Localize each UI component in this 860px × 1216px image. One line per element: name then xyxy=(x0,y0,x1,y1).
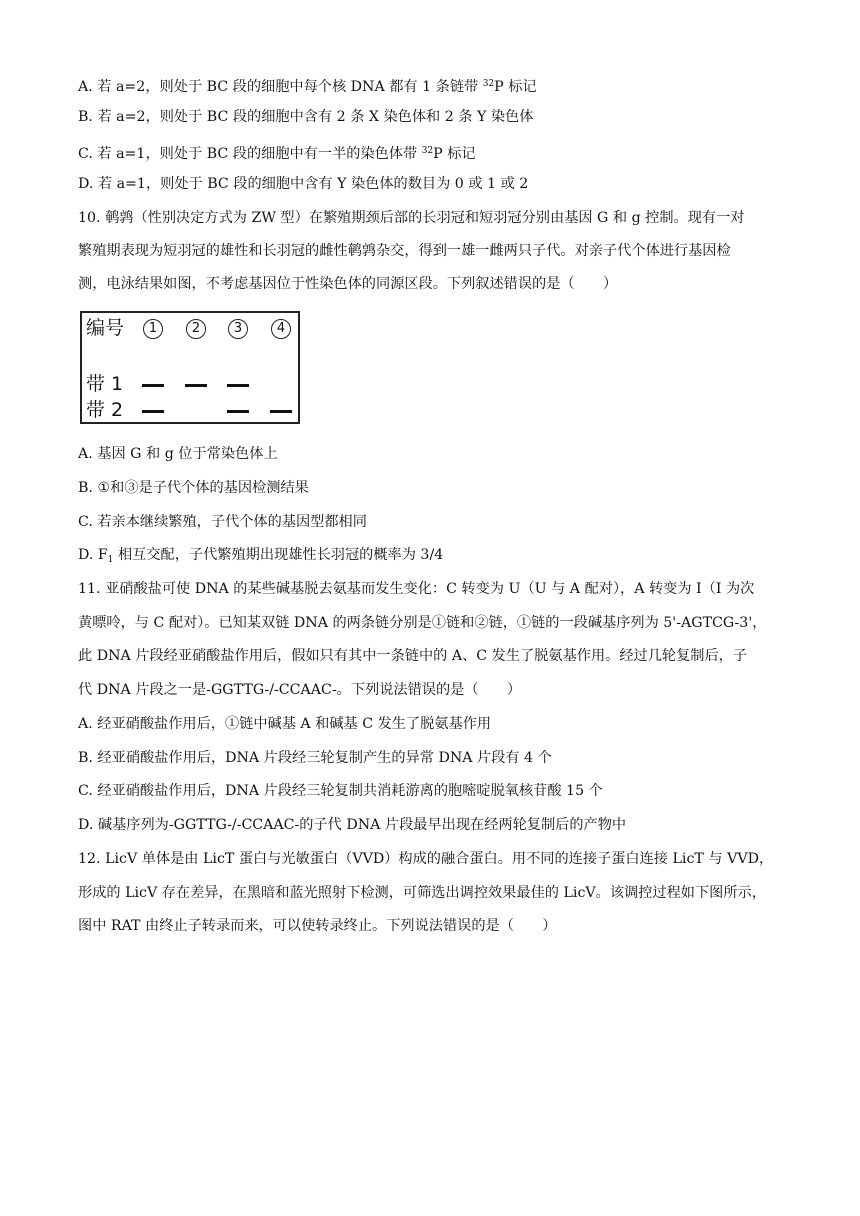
gel-header-label: 编号 xyxy=(86,317,125,339)
band-1-label: 带 1 xyxy=(86,373,124,395)
lane-number-4: 4 xyxy=(271,319,291,339)
band-2-lane-1 xyxy=(142,410,164,413)
electrophoresis-figure xyxy=(80,311,300,424)
band-2-label: 带 2 xyxy=(86,399,124,421)
lane-number-3: 3 xyxy=(228,319,248,339)
lane-number-2: 2 xyxy=(186,319,206,339)
q11-option-a: A. 经亚硝酸盐作用后，①链中碱基 A 和碱基 C 发生了脱氨基作用 xyxy=(78,716,492,732)
q10-option-b: B. ①和③是子代个体的基因检测结果 xyxy=(78,480,309,496)
q11-option-c: C. 经亚硝酸盐作用后，DNA 片段经三轮复制共消耗游离的胞嘧啶脱氧核苷酸 15 个 xyxy=(78,783,603,799)
q9-option-b: B. 若 a=2，则处于 BC 段的细胞中含有 2 条 X 染色体和 2 条 Y 染色体 xyxy=(78,109,534,125)
q10-option-a: A. 基因 G 和 g 位于常染色体上 xyxy=(78,446,278,462)
q11-stem-line: 代 DNA 片段之一是-GGTTG-/-CCAAC-。下列说法错误的是（ ） xyxy=(78,682,522,698)
q10-option-c: C. 若亲本继续繁殖，子代个体的基因型都相同 xyxy=(78,514,367,530)
band-1-lane-1 xyxy=(142,384,164,387)
band-1-lane-3 xyxy=(227,384,249,387)
q11-stem-line: 11. 亚硝酸盐可使 DNA 的某些碱基脱去氨基而发生变化：C 转变为 U（U 与 A 配对），A 转变为 I（I 为次 xyxy=(78,581,755,597)
q10-stem-line: 10. 鹌鹑（性别决定方式为 ZW 型）在繁殖期颈后部的长羽冠和短羽冠分别由基因 G 和 g 控制。现有一对 xyxy=(78,210,745,226)
q12-stem-line: 图中 RAT 由终止子转录而来，可以使转录终止。下列说法错误的是（ ） xyxy=(78,918,557,934)
q9-option-d: D. 若 a=1，则处于 BC 段的细胞中含有 Y 染色体的数目为 0 或 1 或 2 xyxy=(78,176,529,192)
q11-stem-line: 黄嘌呤，与 C 配对）。已知某双链 DNA 的两条链分别是①链和②链，①链的一段碱基序列为 5'-AGTCG-3'， xyxy=(78,615,767,631)
q10-option-d: D. $F_1$ 相互交配，子代繁殖期出现雄性长羽冠的概率为 3/4 xyxy=(78,547,444,565)
band-2-lane-4 xyxy=(270,410,292,413)
q10-stem-line: 测，电泳结果如图，不考虑基因位于性染色体的同源区段。下列叙述错误的是（ ） xyxy=(78,276,618,292)
lane-number-1: 1 xyxy=(143,319,163,339)
band-2-lane-3 xyxy=(227,410,249,413)
q11-option-d: D. 碱基序列为-GGTTG-/-CCAAC-的子代 DNA 片段最早出现在经两轮复制后的产物中 xyxy=(78,817,627,833)
q12-stem-line: 12. LicV 单体是由 LicT 蛋白与光敏蛋白（VVD）构成的融合蛋白。用不同的连接子蛋白连接 LicT 与 VVD， xyxy=(78,851,774,867)
q10-stem-line: 繁殖期表现为短羽冠的雄性和长羽冠的雌性鹌鹑杂交，得到一雄一雌两只子代。对亲子代个体进行基因检 xyxy=(78,243,731,259)
q9-option-a: A. 若 a=2，则处于 BC 段的细胞中每个核 DNA 都有 1 条链带 $^{32}$P 标记 xyxy=(78,79,537,95)
q9-option-c: C. 若 a=1，则处于 BC 段的细胞中有一半的染色体带 $^{32}$P 标记 xyxy=(78,146,476,162)
q12-stem-line: 形成的 LicV 存在差异，在黑暗和蓝光照射下检测，可筛选出调控效果最佳的 LicV。该调控过程如下图所示， xyxy=(78,885,766,901)
q11-option-b: B. 经亚硝酸盐作用后，DNA 片段经三轮复制产生的异常 DNA 片段有 4 个 xyxy=(78,750,552,766)
band-1-lane-2 xyxy=(185,384,207,387)
q11-stem-line: 此 DNA 片段经亚硝酸盐作用后，假如只有其中一条链中的 A、C 发生了脱氨基作用。经过几轮复制后，子 xyxy=(78,648,748,664)
